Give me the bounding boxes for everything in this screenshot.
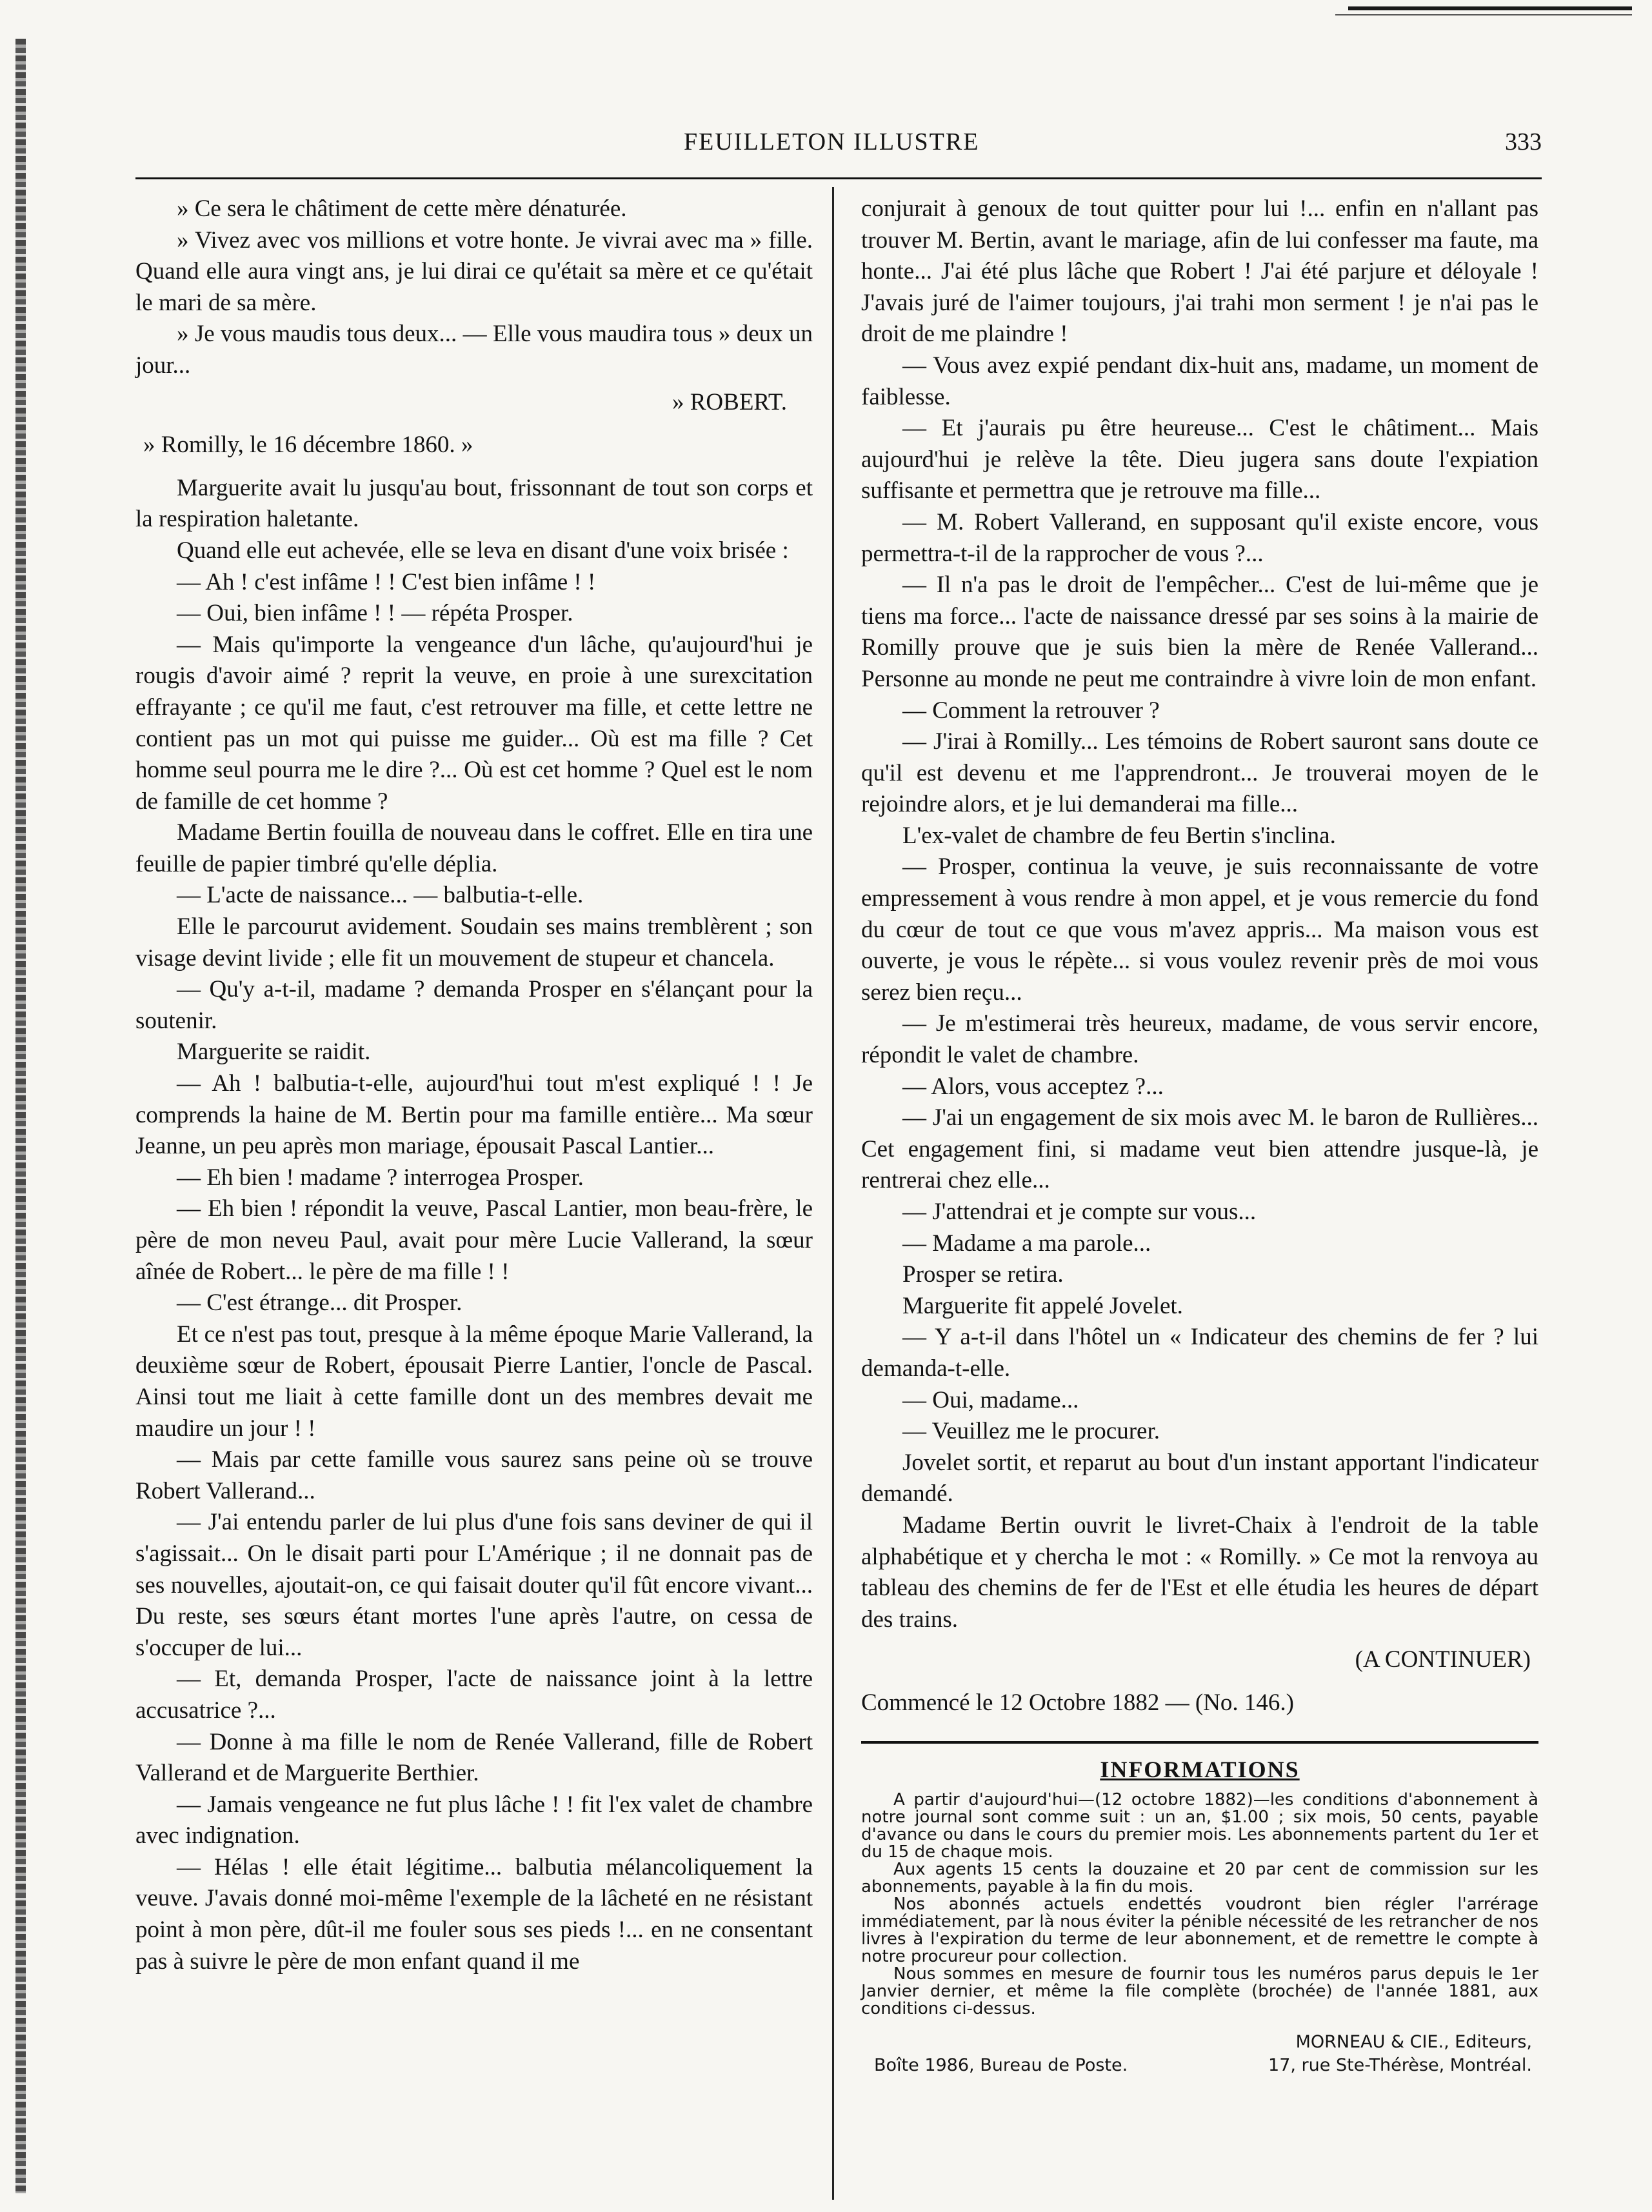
paragraph: — Y a-t-il dans l'hôtel un « Indicateur des chemins de fer ? lui demanda-t-elle. xyxy=(861,1324,1538,1382)
paragraph: — Donne à ma fille le nom de Renée Vallerand, fille de Robert Vallerand et de Marguerite Berthier. xyxy=(135,1728,813,1787)
column-divider xyxy=(832,187,834,2200)
paragraph: — C'est étrange... dit Prosper. xyxy=(177,1290,463,1317)
paragraph: Marguerite se raidit. xyxy=(177,1039,371,1066)
publisher-block xyxy=(861,2027,1538,2085)
right-column xyxy=(861,194,1538,2085)
paragraph: Elle le parcourut avidement. Soudain ses mains tremblèrent ; son visage devint livide ; elle fit un mouvement de stupeur et chancela. xyxy=(135,913,813,971)
page-number: 333 xyxy=(1505,128,1542,155)
paragraph: » Vivez avec vos millions et votre honte. Je vivrai avec ma » fille. Quand elle aura vingt ans, je lui dirai ce qu'était sa mère et ce qu'était le mari de sa mère. xyxy=(135,226,813,316)
paragraph: — Alors, vous acceptez ?... xyxy=(902,1073,1164,1100)
letter-signature: » ROBERT. xyxy=(672,388,787,415)
top-corner-rule xyxy=(1348,6,1632,10)
paragraph: » Ce sera le châtiment de cette mère dénaturée. xyxy=(177,195,627,222)
paragraph: — Eh bien ! madame ? interrogea Prosper. xyxy=(177,1164,584,1191)
info-paragraph: Nous sommes en mesure de fournir tous les numéros parus depuis le 1er Janvier dernier, et même la file complète (brochée) de l'année 1881, aux conditions ci-dessus. xyxy=(861,1964,1538,2019)
scan-binding-edge xyxy=(15,39,26,2193)
page-header xyxy=(135,128,1542,166)
paragraph: — J'ai un engagement de six mois avec M. le baron de Rullières... Cet engagement fini, si madame veut bien attendre jusque-là, je rentrerai chez elle... xyxy=(861,1104,1538,1194)
letter-date: » Romilly, le 16 décembre 1860. » xyxy=(143,432,473,459)
info-paragraph: A partir d'aujourd'hui—(12 octobre 1882)—les conditions d'abonnement à notre journal sont comme suit : un an, $1.00 ; six mois, 50 cents, payable d'avance ou dans le cours du premier mois. Les abonnements partent du 1er et du 15 de chaque mois. xyxy=(861,1790,1538,1862)
paragraph: Madame Bertin fouilla de nouveau dans le coffret. Elle en tira une feuille de papier timbré qu'elle déplia. xyxy=(135,819,813,877)
informations-title: INFORMATIONS xyxy=(1100,1756,1300,1782)
informations-body xyxy=(861,1791,1538,2018)
paragraph: — Mais par cette famille vous saurez sans peine où se trouve Robert Vallerand... xyxy=(135,1446,813,1504)
paragraph: — Ah ! c'est infâme ! ! C'est bien infâme ! ! xyxy=(177,568,596,595)
postal-box: Boîte 1986, Bureau de Poste. xyxy=(874,2055,1128,2076)
paragraph: — Vous avez expié pendant dix-huit ans, madame, un moment de faiblesse. xyxy=(861,352,1538,410)
to-be-continued: (A CONTINUER) xyxy=(1355,1646,1531,1673)
header-rule xyxy=(135,177,1542,179)
paragraph: — Hélas ! elle était légitime... balbutia mélancoliquement la veuve. J'avais donné moi-même l'exemple de la lâcheté en ne résistant point à mon père, dût-il me fouler sous ses pieds !... en ne consentant pas à suivre le père de mon enfant quand il me xyxy=(135,1853,813,1975)
paragraph: — L'acte de naissance... — balbutia-t-elle. xyxy=(177,882,584,909)
paragraph: — J'ai entendu parler de lui plus d'une fois sans deviner de qui il s'agissait... On le disait parti pour L'Amérique ; il ne donnait pas de ses nouvelles, ajoutait-on, ce qui faisait douter qu'il fût encore vivant... Du reste, ses sœurs étant mortes l'une après l'autre, on cessa de s'occuper de lui... xyxy=(135,1509,813,1661)
paragraph: — J'irai à Romilly... Les témoins de Robert sauront sans doute ce qu'il est devenu et me l'apprendront... Je trouverai moyen de le rejoindre alors, et je lui demanderai ma fille... xyxy=(861,728,1538,818)
publisher-address: 17, rue Ste-Thérèse, Montréal. xyxy=(1268,2055,1532,2076)
paragraph: Madame Bertin ouvrit le livret-Chaix à l'endroit de la table alphabétique et y chercha le mot : « Romilly. » Ce mot la renvoya au tableau des chemins de fer de l'Est et elle étudia les heures de départ des trains. xyxy=(861,1511,1538,1633)
informations-rule xyxy=(861,1741,1538,1744)
paragraph: — M. Robert Vallerand, en supposant qu'il existe encore, vous permettra-t-il de la rapprocher de vous ?... xyxy=(861,508,1538,567)
info-paragraph: Aux agents 15 cents la douzaine et 20 par cent de commission sur les abonnements, payable à la fin du mois. xyxy=(861,1860,1538,1897)
paragraph: Marguerite avait lu jusqu'au bout, frissonnant de tout son corps et la respiration haletante. xyxy=(135,474,813,533)
publisher-name: MORNEAU & CIE., Editeurs, xyxy=(1295,2032,1532,2053)
paragraph: » Je vous maudis tous deux... — Elle vous maudira tous » deux un jour... xyxy=(135,321,813,379)
paragraph: Prosper se retira. xyxy=(902,1261,1064,1288)
paragraph: — Comment la retrouver ? xyxy=(902,697,1160,724)
paragraph: — J'attendrai et je compte sur vous... xyxy=(902,1199,1257,1225)
paragraph: — Oui, bien infâme ! ! — répéta Prosper. xyxy=(177,600,573,627)
paragraph: — Qu'y a-t-il, madame ? demanda Prosper en s'élançant pour la soutenir. xyxy=(135,976,813,1034)
running-title: FEUILLETON ILLUSTRE xyxy=(684,128,980,155)
paragraph: — Et j'aurais pu être heureuse... C'est le châtiment... Mais aujourd'hui je relève la tête. Dieu jugera sans doute l'expiation suffisante et permettra que je retrouve ma fille... xyxy=(861,415,1538,504)
paragraph: Quand elle eut achevée, elle se leva en disant d'une voix brisée : xyxy=(177,537,789,564)
paragraph: Et ce n'est pas tout, presque à la même époque Marie Vallerand, la deuxième sœur de Robert, épousait Pierre Lantier, l'oncle de Pascal. Ainsi tout me liait à cette famille dont un des membres devait me maudire un jour ! ! xyxy=(135,1320,813,1442)
paragraph: Marguerite fit appelé Jovelet. xyxy=(902,1292,1183,1319)
commenced-line: Commencé le 12 Octobre 1882 — (No. 146.) xyxy=(861,1689,1294,1716)
paragraph: — Ah ! balbutia-t-elle, aujourd'hui tout m'est expliqué ! ! Je comprends la haine de M. Bertin pour ma famille entière... Ma sœur Jeanne, un peu après mon mariage, épousait Pascal Lantier... xyxy=(135,1070,813,1160)
info-paragraph: Nos abonnés actuels endettés voudront bien régler l'arrérage immédiatement, par là nous éviter la pénible nécessité de les retrancher de nos livres à l'expiration du terme de leur abonnement, et de remettre le compte à notre procureur pour collection. xyxy=(861,1895,1538,1967)
paragraph: — Eh bien ! répondit la veuve, Pascal Lantier, mon beau-frère, le père de mon neveu Paul, avait pour mère Lucie Vallerand, la sœur aînée de Robert... le père de ma fille ! ! xyxy=(135,1195,813,1285)
paragraph: — Veuillez me le procurer. xyxy=(902,1418,1160,1445)
paragraph: — Jamais vengeance ne fut plus lâche ! ! fit l'ex valet de chambre avec indignation. xyxy=(135,1791,813,1849)
paragraph: Jovelet sortit, et reparut au bout d'un instant apportant l'indicateur demandé. xyxy=(861,1449,1538,1508)
paragraph: — Et, demanda Prosper, l'acte de naissance joint à la lettre accusatrice ?... xyxy=(135,1666,813,1724)
paragraph: — Madame a ma parole... xyxy=(902,1230,1151,1257)
paragraph: — Oui, madame... xyxy=(902,1386,1079,1413)
paragraph: — Je m'estimerai très heureux, madame, de vous servir encore, répondit le valet de chambre. xyxy=(861,1010,1538,1069)
paragraph: — Il n'a pas le droit de l'empêcher... C'est de lui-même que je tiens ma force... l'acte de naissance dressé par ses soins à la mairie de Romilly prouve que je suis bien la mère de Renée Vallerand... Personne au monde ne peut me contraindre à vivre loin de mon enfant. xyxy=(861,572,1538,692)
top-corner-rule-thin xyxy=(1335,14,1632,15)
paragraph: conjurait à genoux de tout quitter pour lui !... enfin en n'allant pas trouver M. Bertin, avant le mariage, afin de lui confesser ma faute, ma honte... J'ai été plus lâche que Robert ! J'ai été parjure et déloyale ! J'avais juré de l'aimer toujours, j'ai trahi mon serment ! je n'ai pas le droit de me plaindre ! xyxy=(861,195,1538,348)
paragraph: — Mais qu'importe la vengeance d'un lâche, qu'aujourd'hui je rougis d'avoir aimé ? reprit la veuve, en proie à une surexcitation effrayante ; ce qu'il me faut, c'est retrouver ma fille, et cette lettre ne contient pas un mot qui puisse me guider... Où est ma fille ? Cet homme seul pourra me le dire ?... Où est cet homme ? Quel est le nom de famille de cet homme ? xyxy=(135,631,813,815)
paragraph: L'ex-valet de chambre de feu Bertin s'inclina. xyxy=(902,822,1336,849)
paragraph: — Prosper, continua la veuve, je suis reconnaissante de votre empressement à vous rendre à mon appel, et je vous remercie du fond du cœur de tout ce que vous m'avez appris... Ma maison vous est ouverte, je vous le répète... si vous voulez revenir près de moi vous serez bien reçu... xyxy=(861,853,1538,1006)
left-column xyxy=(135,194,813,1977)
